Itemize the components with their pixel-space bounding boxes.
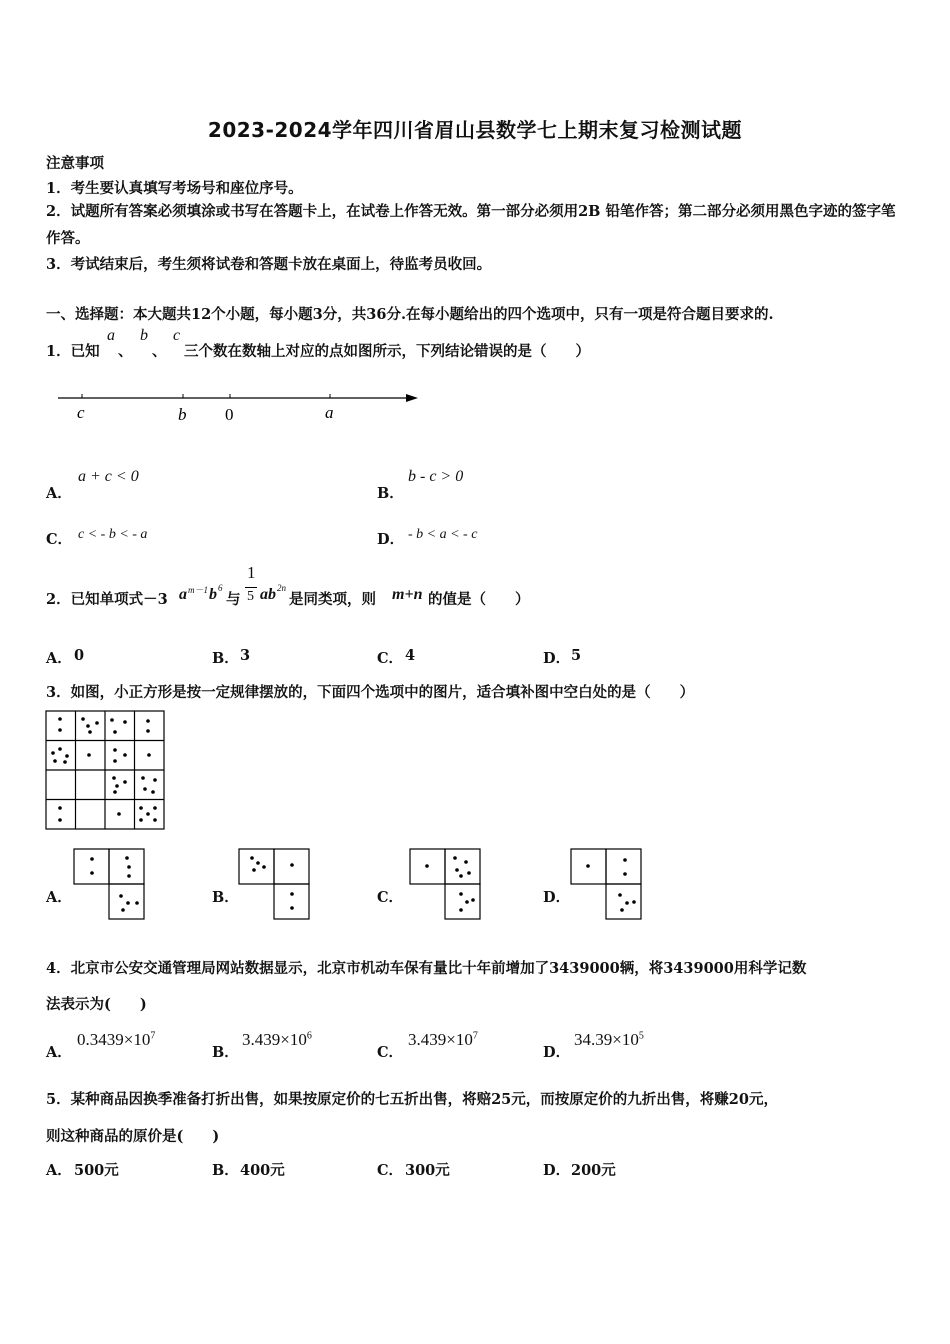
q4-option-c-expr (408, 1030, 478, 1050)
q3-option-b-figure (238, 848, 313, 922)
q5-option-a-value: 500元 (74, 1162, 119, 1179)
page-title: 2023-2024学年四川省眉山县数学七上期末复习检测试题 (207, 118, 743, 142)
q2-option-b-value: 3 (240, 647, 251, 664)
q2-option-d-value: 5 (571, 647, 582, 664)
q2-mono1-a: a (179, 586, 187, 603)
q1-option-d-expr: - b < a < - c (408, 527, 478, 542)
q1-stem-suffix: 三个数在数轴上对应的点如图所示，下列结论错误的是（ ） (184, 343, 590, 360)
q1-var-b: b (140, 327, 148, 344)
q5-stem-line2: 则这种商品的原价是( ) (46, 1128, 220, 1145)
q5-option-b-value: 400元 (240, 1162, 285, 1179)
notice-item-1: 1．考生要认真填写考场号和座位序号。 (46, 180, 303, 197)
q2-frac-num: 1 (247, 563, 256, 582)
q5-option-c-label: C． (377, 1162, 404, 1179)
axis-label-0: 0 (225, 405, 234, 424)
notice-item-2: 2．试题所有答案必须填涂或书写在答题卡上，在试卷上作答无效。第一部分必须用2B 铅笔作答；第二部分必须用黑色字迹的签字笔作答。 (46, 203, 896, 247)
q4-option-c-mantissa: 3.439 (408, 1030, 447, 1049)
axis-label-a: a (325, 403, 334, 422)
q4-option-a-expr (77, 1030, 155, 1050)
q2-frac-bar (245, 587, 257, 588)
q3-option-d-figure (570, 848, 645, 922)
q1-option-c-expr: c < - b < - a (78, 527, 148, 542)
q4-option-d-label: D． (543, 1044, 571, 1061)
q4-option-a-times: ×10 (123, 1030, 151, 1049)
q2-mono2: ab (260, 586, 276, 603)
q2-frac-den: 5 (247, 589, 254, 604)
q1-option-c-label: C． (46, 531, 73, 548)
q1-option-b-expr: b - c > 0 (408, 468, 464, 485)
q4-option-b-expr (242, 1030, 312, 1050)
q5-option-d-value: 200元 (571, 1162, 616, 1179)
q5-option-c-value: 300元 (405, 1162, 450, 1179)
q4-stem-line1: 4．北京市公安交通管理局网站数据显示，北京市机动车保有量比十年前增加了3439000辆，将3439000用科学记数 (46, 960, 807, 977)
q5-option-d-label: D． (543, 1162, 571, 1179)
q4-option-d-mantissa: 34.39 (574, 1030, 613, 1049)
q1-option-b-label: B． (377, 485, 404, 502)
q4-option-a-label: A． (46, 1044, 72, 1061)
q2-mono1-bexp: 6 (218, 583, 223, 593)
q3-stem: 3．如图，小正方形是按一定规律摆放的，下面四个选项中的图片，适合填补图中空白处的是（ ） (46, 684, 695, 701)
q2-suffix-b: 的值是（ ） (428, 591, 530, 608)
q4-option-b-mantissa: 3.439 (242, 1030, 281, 1049)
q2-mono1-b: b (209, 586, 217, 603)
q5-stem-line1: 5．某种商品因换季准备打折出售，如果按原定价的七五折出售，将赔25元，而按原定价的九折出售，将赚20元， (46, 1091, 778, 1108)
q4-option-b-times: ×10 (280, 1030, 307, 1049)
q2-with: 与 (226, 591, 241, 608)
q5-option-b-label: B． (212, 1162, 239, 1179)
q4-option-d-expr (574, 1030, 644, 1050)
number-line-figure (50, 385, 430, 430)
notice-item-3: 3．考试结束后，考生须将试卷和答题卡放在桌面上，待监考员收回。 (46, 256, 492, 273)
q5-option-a-label: A． (46, 1162, 72, 1179)
q4-option-b-exp: 6 (306, 1030, 312, 1042)
q4-option-c-times: ×10 (446, 1030, 473, 1049)
q2-option-c-label: C． (377, 650, 404, 667)
q1-var-c: c (173, 327, 181, 344)
section-heading: 一、选择题：本大题共12个小题，每小题3分，共36分.在每小题给出的四个选项中，只有一项是符合题目要求的. (46, 306, 774, 323)
axis-label-c: c (77, 403, 85, 422)
q4-option-d-times: ×10 (612, 1030, 639, 1049)
q4-option-d-exp: 5 (638, 1030, 644, 1042)
q3-option-a-label: A． (46, 889, 72, 906)
q2-option-c-value: 4 (405, 647, 416, 664)
q4-option-a-exp: 7 (150, 1030, 156, 1042)
q4-stem-line2: 法表示为( ) (46, 996, 147, 1013)
q1-option-a-label: A． (46, 485, 72, 502)
q1-sep-1: 、 (118, 343, 133, 360)
q1-sep-2: 、 (152, 343, 167, 360)
q3-option-a-figure (73, 848, 148, 922)
q1-option-d-label: D． (377, 531, 405, 548)
q3-dot-grid-figure (45, 710, 167, 832)
q2-mono1-exp: m－1 (188, 585, 208, 595)
q1-prefix: 1．已知 (46, 343, 100, 360)
q2-suffix-a: 是同类项，则 (289, 591, 376, 608)
q4-option-c-label: C． (377, 1044, 404, 1061)
notice-heading: 注意事项 (46, 155, 104, 172)
q3-option-c-label: C． (377, 889, 404, 906)
q2-option-b-label: B． (212, 650, 239, 667)
axis-arrow-icon (406, 394, 418, 402)
q2-option-a-value: 0 (74, 647, 85, 664)
q2-option-a-label: A． (46, 650, 72, 667)
axis-label-b: b (178, 405, 187, 424)
q2-mn: m+n (392, 586, 423, 603)
q2-mono2-exp: 2n (277, 583, 286, 593)
q1-option-a-expr: a + c < 0 (78, 468, 139, 485)
q3-option-c-figure (409, 848, 484, 922)
q3-option-b-label: B． (212, 889, 239, 906)
q3-option-d-label: D． (543, 889, 571, 906)
q1-var-a: a (107, 327, 115, 344)
q4-option-b-label: B． (212, 1044, 239, 1061)
q4-option-c-exp: 7 (472, 1030, 478, 1042)
q2-option-d-label: D． (543, 650, 571, 667)
q2-prefix: 2．已知单项式－3 (46, 591, 168, 608)
q4-option-a-mantissa: 0.3439 (77, 1030, 124, 1049)
